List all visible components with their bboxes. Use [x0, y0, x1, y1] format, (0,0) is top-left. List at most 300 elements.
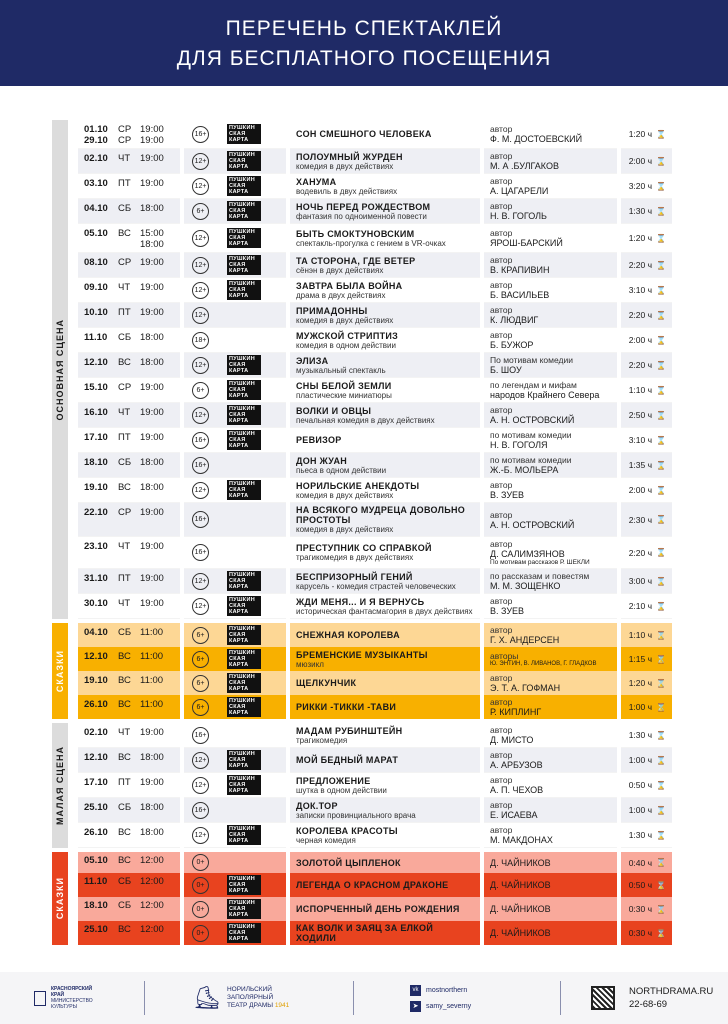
- table-row[interactable]: [78, 378, 672, 403]
- duration-cell: [621, 428, 672, 453]
- author-name: М. М. ЗОЩЕНКО: [490, 581, 561, 591]
- table-row[interactable]: [78, 478, 672, 503]
- pushkin-card-text: СКАЯ: [229, 183, 246, 189]
- age-rating-badge: 16+: [192, 457, 209, 474]
- session-day: СБ: [118, 457, 132, 468]
- pushkin-card-logo: [227, 255, 261, 275]
- session-day: ЧТ: [118, 153, 131, 164]
- table-row[interactable]: [78, 671, 672, 695]
- show-title[interactable]: СОН СМЕШНОГО ЧЕЛОВЕКА: [296, 129, 432, 139]
- title-cell[interactable]: [290, 478, 480, 503]
- table-row[interactable]: [78, 594, 672, 619]
- section-label-strip: [52, 623, 68, 719]
- author-label: автор: [490, 697, 513, 707]
- pushkin-card-text: СКАЯ: [229, 680, 246, 686]
- table-row[interactable]: [78, 647, 672, 671]
- pushkin-card-text: СКАЯ: [229, 262, 246, 268]
- session-day: ПТ: [118, 777, 131, 788]
- duration-cell: [621, 120, 672, 149]
- show-subtitle: печальная комедия в двух действиях: [296, 415, 435, 425]
- age-rating-badge: 16+: [192, 727, 209, 744]
- author-name: ЯРОШ-БАРСКИЙ: [490, 238, 563, 248]
- duration-cell: [621, 353, 672, 378]
- pushkin-card-text: СКАЯ: [229, 656, 246, 662]
- pushkin-card-logo: [227, 673, 261, 693]
- duration-cell: [621, 569, 672, 594]
- session-day: ВС: [118, 482, 131, 493]
- show-title[interactable]: МАДАМ РУБИНШТЕЙН: [296, 725, 403, 736]
- section-label: СКАЗКИ: [55, 649, 65, 693]
- phone-number: 22-68-69: [629, 999, 668, 1010]
- pushkin-card-text: КАРТА: [229, 241, 249, 247]
- table-row[interactable]: [78, 569, 672, 594]
- date-cell: [78, 428, 180, 453]
- session-date: 17.10: [84, 777, 108, 788]
- age-rating-badge: 16+: [192, 544, 209, 561]
- show-title[interactable]: БРЕМЕНСКИЕ МУЗЫКАНТЫ: [296, 649, 428, 660]
- author-name: Б. ВАСИЛЬЕВ: [490, 290, 550, 300]
- session-date: 15.10: [84, 382, 108, 393]
- duration: 1:10 ч: [628, 385, 653, 395]
- table-row[interactable]: [78, 921, 672, 945]
- pushkin-card-text: КАРТА: [229, 189, 249, 195]
- pushkin-card-text: КАРТА: [229, 368, 249, 374]
- duration-cell: [621, 378, 672, 403]
- table-row[interactable]: [78, 253, 672, 278]
- table-row[interactable]: [78, 278, 672, 303]
- hourglass-icon: ⌛: [656, 678, 666, 688]
- table-row[interactable]: [78, 852, 672, 873]
- title-cell[interactable]: [290, 174, 480, 199]
- vk-handle: mostnorthern: [426, 986, 468, 994]
- website-link[interactable]: NORTHDRAMA.RU: [629, 986, 714, 997]
- session-date: 11.10: [84, 332, 108, 343]
- pushkin-card-text: ПУШКИН: [229, 281, 255, 287]
- table-row[interactable]: [78, 695, 672, 719]
- pushkin-card-text: ПУШКИН: [229, 597, 255, 603]
- table-row[interactable]: [78, 199, 672, 224]
- show-title[interactable]: НОЧЬ ПЕРЕД РОЖДЕСТВОМ: [296, 201, 431, 212]
- table-row[interactable]: [78, 149, 672, 174]
- table-row[interactable]: [78, 873, 672, 897]
- title-cell[interactable]: [290, 594, 480, 619]
- title-cell[interactable]: [290, 378, 480, 403]
- table-row[interactable]: [78, 623, 672, 647]
- section-3: [52, 852, 672, 945]
- table-row[interactable]: [78, 537, 672, 569]
- age-cell: [184, 503, 286, 537]
- session-day: ВС: [118, 699, 131, 710]
- author-label: автор: [490, 124, 513, 134]
- date-cell: [78, 823, 180, 848]
- title-cell[interactable]: [290, 723, 480, 748]
- pushkin-card-text: СКАЯ: [229, 603, 246, 609]
- table-row[interactable]: [78, 353, 672, 378]
- show-title[interactable]: ПРЕДЛОЖЕНИЕ: [296, 775, 371, 786]
- title-cell[interactable]: [290, 403, 480, 428]
- title-cell[interactable]: [290, 328, 480, 353]
- show-title[interactable]: РИККИ -ТИККИ -ТАВИ: [296, 702, 397, 712]
- table-row[interactable]: [78, 748, 672, 773]
- session-date: 31.10: [84, 573, 108, 584]
- author-label: автор: [490, 509, 513, 520]
- table-row[interactable]: [78, 798, 672, 823]
- section-rows: [78, 623, 672, 719]
- title-cell[interactable]: [290, 873, 480, 897]
- session-date: 01.10: [84, 124, 108, 135]
- title-cell[interactable]: [290, 647, 480, 671]
- hourglass-icon: ⌛: [656, 460, 666, 470]
- session-day: СБ: [118, 900, 132, 911]
- session-time: 18:00: [140, 457, 164, 468]
- date-cell: [78, 253, 180, 278]
- author-label: автор: [490, 305, 513, 315]
- show-subtitle: записки провинциального врача: [296, 810, 416, 820]
- hourglass-icon: ⌛: [656, 548, 666, 557]
- pushkin-card-text: КАРТА: [229, 584, 249, 590]
- author-name: Б. ШОУ: [490, 365, 522, 375]
- table-row[interactable]: [78, 428, 672, 453]
- hourglass-icon: ⌛: [656, 410, 666, 420]
- session: [84, 124, 164, 135]
- show-title[interactable]: НА ВСЯКОГО МУДРЕЦА ДОВОЛЬНО ПРОСТОТЫ: [296, 505, 466, 525]
- age-rating-badge: 12+: [192, 257, 209, 274]
- table-row[interactable]: [78, 328, 672, 353]
- show-title[interactable]: ЖДИ МЕНЯ... И Я ВЕРНУСЬ: [296, 596, 425, 607]
- show-title[interactable]: СНЕЖНАЯ КОРОЛЕВА: [296, 630, 400, 640]
- title-cell[interactable]: [290, 149, 480, 174]
- age-rating-badge: 6+: [192, 675, 209, 692]
- age-cell: [184, 671, 286, 695]
- pushkin-card-logo: [227, 899, 261, 919]
- age-cell: [184, 328, 286, 353]
- show-title[interactable]: ПРЕСТУПНИК СО СПРАВКОЙ: [296, 543, 432, 553]
- session: [84, 827, 164, 838]
- duration: 1:10 ч: [628, 630, 653, 640]
- show-subtitle: комедия в двух действиях: [296, 161, 394, 171]
- show-title[interactable]: КАК ВОЛК И ЗАЯЦ ЗА ЕЛКОЙ ХОДИЛИ: [296, 923, 434, 943]
- show-title[interactable]: ВОЛКИ И ОВЦЫ: [296, 405, 372, 416]
- show-title[interactable]: МОЙ БЕДНЫЙ МАРАТ: [296, 755, 399, 765]
- duration: 1:30 ч: [628, 730, 653, 740]
- duration-cell: [621, 278, 672, 303]
- age-rating-badge: 16+: [192, 802, 209, 819]
- age-cell: [184, 569, 286, 594]
- pushkin-card-text: КАРТА: [229, 393, 249, 399]
- session-day: СР: [118, 507, 132, 518]
- pushkin-card-logo: [227, 280, 261, 300]
- author-cell: [484, 253, 617, 278]
- duration-cell: [621, 453, 672, 478]
- session-day: ВС: [118, 855, 131, 866]
- duration: 1:00 ч: [628, 805, 653, 815]
- duration: 2:00 ч: [628, 156, 653, 166]
- session: [84, 135, 164, 146]
- show-title[interactable]: МУЖСКОЙ СТРИПТИЗ: [296, 330, 399, 341]
- title-cell[interactable]: [290, 120, 480, 149]
- session-time: 18:00: [140, 239, 164, 250]
- date-cell: [78, 723, 180, 748]
- show-title[interactable]: ДОН ЖУАН: [296, 455, 348, 466]
- duration: 1:00 ч: [628, 702, 653, 712]
- theatre-name1: НОРИЛЬСКИЙ: [226, 986, 272, 993]
- show-title[interactable]: ИСПОРЧЕННЫЙ ДЕНЬ РОЖДЕНИЯ: [296, 904, 460, 914]
- age-rating-badge: 12+: [192, 777, 209, 794]
- age-rating-badge: 12+: [192, 482, 209, 499]
- title-cell[interactable]: [290, 773, 480, 798]
- krai-logo: [34, 986, 144, 1010]
- show-title[interactable]: ЩЕЛКУНЧИК: [296, 678, 357, 688]
- duration-cell: [621, 723, 672, 748]
- table-row[interactable]: [78, 897, 672, 921]
- session-date: 25.10: [84, 924, 108, 935]
- qr-code[interactable]: [591, 986, 615, 1010]
- date-cell: [78, 921, 180, 945]
- session-day: ЧТ: [118, 727, 131, 738]
- title-cell[interactable]: [290, 748, 480, 773]
- age-cell: [184, 224, 286, 253]
- session-date: 17.10: [84, 432, 108, 443]
- table-row[interactable]: [78, 773, 672, 798]
- pushkin-card-logo: [227, 176, 261, 196]
- hourglass-icon: ⌛: [656, 780, 666, 790]
- age-rating-badge: 0+: [192, 925, 209, 942]
- duration: 2:20 ч: [628, 310, 653, 320]
- duration: 3:10 ч: [628, 435, 653, 445]
- pushkin-card-text: ПУШКИН: [229, 152, 255, 158]
- pushkin-card-logo: [227, 124, 261, 144]
- title-cell[interactable]: [290, 623, 480, 647]
- pushkin-card-logo: [227, 697, 261, 717]
- session-date: 30.10: [84, 598, 108, 609]
- pushkin-card-text: КАРТА: [229, 888, 249, 894]
- author-cell: [484, 199, 617, 224]
- date-cell: [78, 478, 180, 503]
- title-cell[interactable]: [290, 921, 480, 945]
- age-cell: [184, 378, 286, 403]
- pushkin-card-text: СКАЯ: [229, 882, 246, 888]
- duration-cell: [621, 594, 672, 619]
- pushkin-card-text: КАРТА: [229, 164, 249, 170]
- show-title[interactable]: ТА СТОРОНА, ГДЕ ВЕТЕР: [296, 255, 416, 266]
- title-cell[interactable]: [290, 253, 480, 278]
- session: [84, 699, 163, 710]
- title-cell[interactable]: [290, 199, 480, 224]
- title-cell[interactable]: [290, 798, 480, 823]
- age-rating-badge: 12+: [192, 357, 209, 374]
- age-rating-badge: 12+: [192, 752, 209, 769]
- author-cell: [484, 278, 617, 303]
- session-day: ВС: [118, 924, 131, 935]
- hourglass-icon: ⌛: [656, 515, 666, 524]
- table-row[interactable]: [78, 403, 672, 428]
- table-row[interactable]: [78, 224, 672, 253]
- section-0: [52, 120, 672, 619]
- pushkin-card-text: КАРТА: [229, 609, 249, 615]
- title-cell[interactable]: [290, 353, 480, 378]
- title-cell[interactable]: [290, 852, 480, 873]
- duration: 1:30 ч: [628, 830, 653, 840]
- author-name: Б. БУЖОР: [490, 340, 534, 350]
- title-cell[interactable]: [290, 303, 480, 328]
- vk-link[interactable]: [410, 985, 560, 996]
- pushkin-card-text: ПУШКИН: [229, 626, 255, 632]
- author-label: автор: [490, 825, 513, 835]
- duration: 2:50 ч: [628, 410, 653, 420]
- page-header: [0, 0, 728, 86]
- author-cell: [484, 174, 617, 199]
- show-title[interactable]: ПОЛОУМНЫЙ ЖУРДЕН: [296, 151, 403, 162]
- author-cell: [484, 748, 617, 773]
- show-title[interactable]: НОРИЛЬСКИЕ АНЕКДОТЫ: [296, 480, 420, 491]
- session-date: 02.10: [84, 727, 108, 738]
- session-day: ЧТ: [118, 598, 131, 609]
- hourglass-icon: ⌛: [656, 630, 666, 640]
- session-day: ВС: [118, 228, 131, 239]
- show-title[interactable]: БЫТЬ СМОКТУНОВСКИМ: [296, 228, 415, 239]
- show-subtitle: комедия в двух действиях: [296, 490, 394, 500]
- table-row[interactable]: [78, 120, 672, 149]
- author-cell: [484, 695, 617, 719]
- session: [84, 752, 164, 763]
- show-subtitle: карусель - комедия страстей человеческих: [296, 581, 456, 591]
- table-row[interactable]: [78, 453, 672, 478]
- age-cell: [184, 303, 286, 328]
- title-cell[interactable]: [290, 428, 480, 453]
- show-subtitle: водевиль в двух действиях: [296, 186, 398, 196]
- session-day: ПТ: [118, 573, 131, 584]
- author-cell: [484, 897, 617, 921]
- page-title-line1: ПЕРЕЧЕНЬ СПЕКТАКЛЕЙ: [225, 17, 503, 40]
- show-title[interactable]: КОРОЛЕВА КРАСОТЫ: [296, 825, 398, 836]
- session-time: 19:00: [140, 382, 164, 393]
- hourglass-icon: ⌛: [656, 385, 666, 395]
- pushkin-card-text: ПУШКИН: [229, 826, 255, 832]
- show-title[interactable]: РЕВИЗОР: [296, 435, 342, 445]
- date-cell: [78, 623, 180, 647]
- title-cell[interactable]: [290, 823, 480, 848]
- vk-icon: vk: [410, 985, 421, 996]
- session-time: 18:00: [140, 752, 164, 763]
- show-subtitle: трагикомедия: [296, 735, 348, 745]
- table-row[interactable]: [78, 174, 672, 199]
- session-date: 12.10: [84, 651, 108, 662]
- title-cell[interactable]: [290, 278, 480, 303]
- session: [84, 675, 163, 686]
- show-title[interactable]: ДОК.ТОР: [296, 800, 338, 811]
- pushkin-card-text: СКАЯ: [229, 704, 246, 710]
- session-time: 12:00: [140, 924, 164, 935]
- title-cell[interactable]: [290, 569, 480, 594]
- duration: 1:20 ч: [628, 129, 653, 139]
- date-cell: [78, 328, 180, 353]
- section-label-strip: [52, 120, 68, 619]
- pushkin-card-logo: [227, 480, 261, 500]
- title-cell[interactable]: [290, 671, 480, 695]
- date-cell: [78, 695, 180, 719]
- show-title[interactable]: СНЫ БЕЛОЙ ЗЕМЛИ: [296, 380, 392, 391]
- hourglass-icon: ⌛: [656, 485, 666, 495]
- table-row[interactable]: [78, 303, 672, 328]
- title-cell[interactable]: [290, 503, 480, 537]
- show-title[interactable]: ЭЛИЗА: [296, 355, 329, 366]
- hourglass-icon: ⌛: [656, 310, 666, 320]
- duration-cell: [621, 921, 672, 945]
- session-time: 19:00: [140, 407, 164, 418]
- pushkin-card-text: СКАЯ: [229, 412, 246, 418]
- title-cell[interactable]: [290, 897, 480, 921]
- session-day: СБ: [118, 332, 132, 343]
- author-name: В. КРАПИВИН: [490, 265, 550, 275]
- session-day: СБ: [118, 203, 132, 214]
- krai-name2: КРАЙ: [51, 992, 65, 998]
- author-cell: [484, 403, 617, 428]
- telegram-link[interactable]: [410, 1001, 560, 1012]
- session-time: 15:00: [140, 228, 164, 239]
- duration: 0:30 ч: [628, 904, 653, 914]
- session-date: 29.10: [84, 135, 108, 146]
- show-title[interactable]: ЗОЛОТОЙ ЦЫПЛЕНОК: [296, 857, 401, 868]
- pushkin-card-text: ПУШКИН: [229, 776, 255, 782]
- show-subtitle: историческая фантасмагория в двух действиях: [296, 606, 473, 616]
- age-cell: [184, 253, 286, 278]
- title-cell[interactable]: [290, 537, 480, 569]
- session-date: 09.10: [84, 282, 108, 293]
- divider: [560, 981, 561, 1015]
- session-time: 18:00: [140, 203, 164, 214]
- duration-cell: [621, 623, 672, 647]
- age-rating-badge: 6+: [192, 627, 209, 644]
- hourglass-icon: ⌛: [656, 858, 666, 867]
- session-date: 19.10: [84, 482, 108, 493]
- show-title[interactable]: ХАНУМА: [296, 176, 337, 187]
- age-rating-badge: 0+: [192, 854, 209, 871]
- title-cell[interactable]: [290, 224, 480, 253]
- show-subtitle: пластические миниатюры: [296, 390, 392, 400]
- pushkin-card-text: КАРТА: [229, 268, 249, 274]
- session: [84, 332, 164, 343]
- show-title[interactable]: ЛЕГЕНДА О КРАСНОМ ДРАКОНЕ: [296, 880, 449, 890]
- date-cell: [78, 353, 180, 378]
- age-cell: [184, 174, 286, 199]
- hourglass-icon: ⌛: [656, 904, 666, 914]
- author-label: По мотивам комедии: [490, 355, 573, 365]
- show-title[interactable]: БЕСПРИЗОРНЫЙ ГЕНИЙ: [296, 571, 413, 582]
- age-rating-badge: 16+: [192, 432, 209, 449]
- hourglass-icon: ⌛: [656, 576, 666, 586]
- title-cell[interactable]: [290, 695, 480, 719]
- table-row[interactable]: [78, 723, 672, 748]
- title-cell[interactable]: [290, 453, 480, 478]
- author-name: А. ЦАГАРЕЛИ: [490, 186, 549, 196]
- author-cell: [484, 478, 617, 503]
- author-label: автор: [490, 673, 513, 683]
- pushkin-card-text: КАРТА: [229, 662, 249, 668]
- show-title[interactable]: ПРИМАДОННЫ: [296, 305, 368, 316]
- pushkin-card-logo: [227, 596, 261, 616]
- duration-cell: [621, 328, 672, 353]
- pushkin-card-text: ПУШКИН: [229, 751, 255, 757]
- pushkin-card-text: КАРТА: [229, 493, 249, 499]
- session: [84, 727, 164, 738]
- hourglass-icon: ⌛: [656, 233, 666, 243]
- show-title[interactable]: ЗАВТРА БЫЛА ВОЙНА: [296, 280, 403, 291]
- session-time: 11:00: [140, 699, 164, 710]
- table-row[interactable]: [78, 503, 672, 537]
- session-day: ПТ: [118, 307, 131, 318]
- table-row[interactable]: [78, 823, 672, 848]
- hourglass-icon: ⌛: [656, 830, 666, 840]
